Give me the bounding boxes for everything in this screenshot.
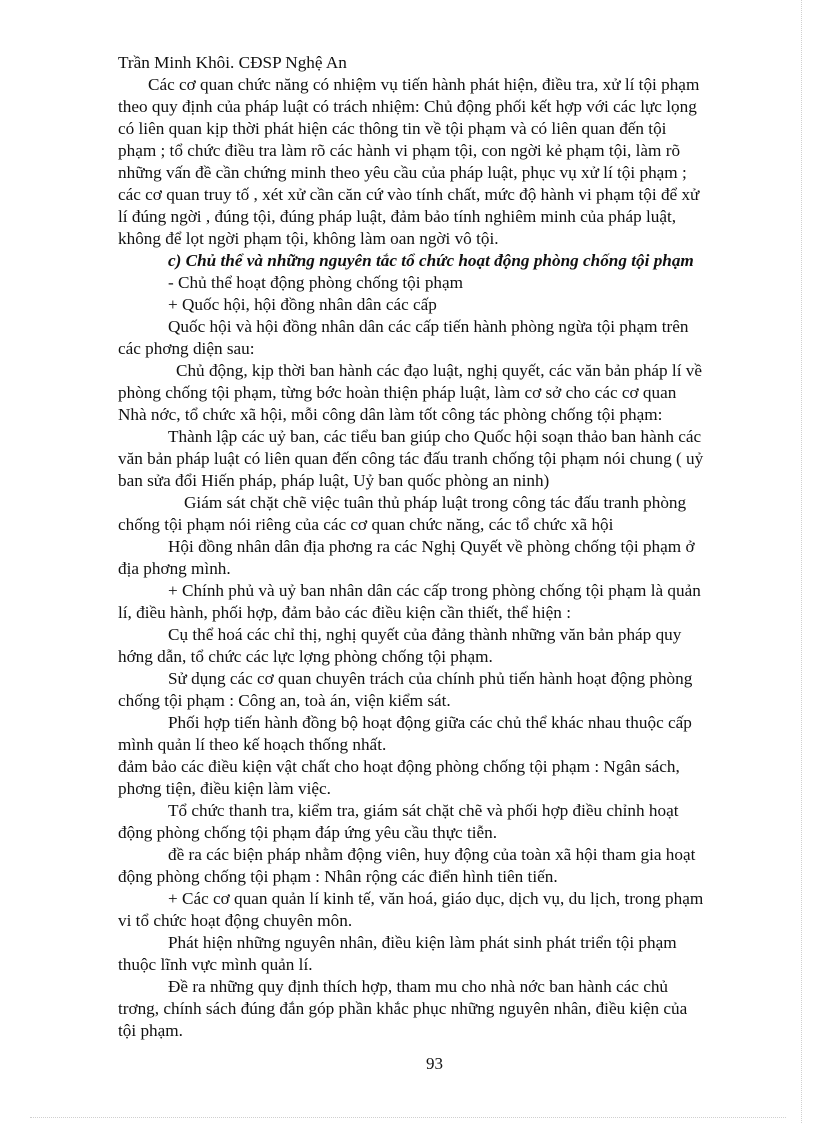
- text-line: động phòng chống tội phạm đáp ứng yêu cầu thực tiễn.: [118, 823, 498, 842]
- text-line: - Chủ thể hoạt động phòng chống tội phạm: [168, 273, 464, 292]
- text-line: hớng dẫn, tổ chức các lực lợng phòng chống tội phạm.: [118, 647, 493, 666]
- text-line: lí đúng ngời , đúng tội, đúng pháp luật, đảm bảo tính nghiêm minh của pháp luật,: [118, 207, 677, 226]
- text-line: chống tội phạm : Công an, toà án, viện kiểm sát.: [118, 691, 451, 710]
- text-line: Tổ chức thanh tra, kiểm tra, giám sát chặt chẽ và phối hợp điều chỉnh hoạt: [168, 801, 679, 820]
- text-line: động phòng chống tội phạm : Nhân rộng các điển hình tiên tiến.: [118, 867, 558, 886]
- text-line: Chủ động, kịp thời ban hành các đạo luật, nghị quyết, các văn bản pháp lí về: [176, 361, 703, 380]
- text-line: Nhà nớc, tổ chức xã hội, mỗi công dân làm tốt công tác phòng chống tội phạm:: [118, 405, 663, 424]
- text-line: Quốc hội và hội đồng nhân dân các cấp tiến hành phòng ngừa tội phạm trên: [168, 317, 689, 336]
- text-line: Sử dụng các cơ quan chuyên trách của chính phủ tiến hành hoạt động phòng: [168, 669, 693, 688]
- text-line: + Quốc hội, hội đồng nhân dân các cấp: [168, 295, 437, 314]
- page-border-bottom: [30, 1117, 786, 1118]
- text-line: Phát hiện những nguyên nhân, điều kiện làm phát sinh phát triển tội phạm: [168, 933, 677, 952]
- text-line: có liên quan kịp thời phát hiện các thông tin về tội phạm và có liên quan đến tội: [118, 119, 667, 138]
- header-author: Trần Minh Khôi. CĐSP Nghệ An: [118, 53, 347, 72]
- text-line: ban sửa đổi Hiến pháp, pháp luật, Uỷ ban quốc phòng an ninh): [118, 471, 550, 490]
- text-line: Thành lập các uỷ ban, các tiểu ban giúp cho Quốc hội soạn thảo ban hành các: [168, 427, 702, 446]
- text-line: theo quy định của pháp luật có trách nhiệm: Chủ động phối kết hợp với các lực lọng: [118, 97, 697, 116]
- text-line: địa phơng mình.: [118, 559, 231, 578]
- text-line: phòng chống tội phạm, từng bớc hoàn thiện pháp luật, làm cơ sở cho các cơ quan: [118, 383, 677, 402]
- text-line: những vấn đề cần chứng minh theo yêu cầu của pháp luật, phục vụ xử lí tội phạm ;: [118, 163, 687, 182]
- page-border-right: [801, 0, 802, 1123]
- text-line: chống tội phạm nói riêng của các cơ quan chức năng, các tổ chức xã hội: [118, 515, 614, 534]
- text-line: Hội đồng nhân dân địa phơng ra các Nghị Quyết về phòng chống tội phạm ở: [168, 537, 695, 556]
- text-line: đảm bảo các điều kiện vật chất cho hoạt động phòng chống tội phạm : Ngân sách,: [118, 757, 680, 776]
- text-line: thuộc lĩnh vực mình quản lí.: [118, 955, 313, 974]
- text-line: các cơ quan truy tố , xét xử cần căn cứ vào tính chất, mức độ hành vi phạm tội để xử: [118, 185, 700, 204]
- text-line: Đề ra những quy định thích hợp, tham mu cho nhà nớc ban hành các chủ: [168, 977, 669, 996]
- text-line: phạm ; tổ chức điều tra làm rõ các hành vi phạm tội, con ngời kẻ phạm tội, làm rõ: [118, 141, 681, 160]
- text-line: phơng tiện, điều kiện làm việc.: [118, 779, 331, 798]
- section-heading: c) Chủ thể và những nguyên tắc tổ chức hoạt động phòng chống tội phạm: [168, 251, 694, 270]
- text-line: lí, điều hành, phối hợp, đảm bảo các điều kiện cần thiết, thể hiện :: [118, 603, 571, 622]
- text-line: + Chính phủ và uỷ ban nhân dân các cấp trong phòng chống tội phạm là quản: [168, 581, 701, 600]
- text-line: Phối hợp tiến hành đồng bộ hoạt động giữa các chủ thể khác nhau thuộc cấp: [168, 713, 692, 732]
- text-line: + Các cơ quan quản lí kinh tế, văn hoá, giáo dục, dịch vụ, du lịch, trong phạm: [168, 889, 704, 908]
- page-number: 93: [426, 1054, 443, 1073]
- text-line: Cụ thể hoá các chỉ thị, nghị quyết của đảng thành những văn bản pháp quy: [168, 625, 682, 644]
- text-line: đề ra các biện pháp nhằm động viên, huy động của toàn xã hội tham gia hoạt: [168, 845, 696, 864]
- text-line: trơng, chính sách đúng đắn góp phần khắc phục những nguyên nhân, điều kiện của: [118, 999, 688, 1018]
- text-line: mình quản lí theo kế hoạch thống nhất.: [118, 735, 387, 754]
- text-line: các phơng diện sau:: [118, 339, 255, 358]
- text-line: không để lọt ngời phạm tội, không làm oan ngời vô tội.: [118, 229, 499, 248]
- text-line: Giám sát chặt chẽ việc tuân thủ pháp luật trong công tác đấu tranh phòng: [184, 493, 687, 512]
- text-line: tội phạm.: [118, 1021, 183, 1040]
- text-line: vi tổ chức hoạt động chuyên môn.: [118, 911, 353, 930]
- text-line: văn bản pháp luật có liên quan đến công tác đấu tranh chống tội phạm nói chung ( uỷ: [118, 449, 704, 468]
- text-line: Các cơ quan chức năng có nhiệm vụ tiến hành phát hiện, điều tra, xử lí tội phạm: [148, 75, 700, 94]
